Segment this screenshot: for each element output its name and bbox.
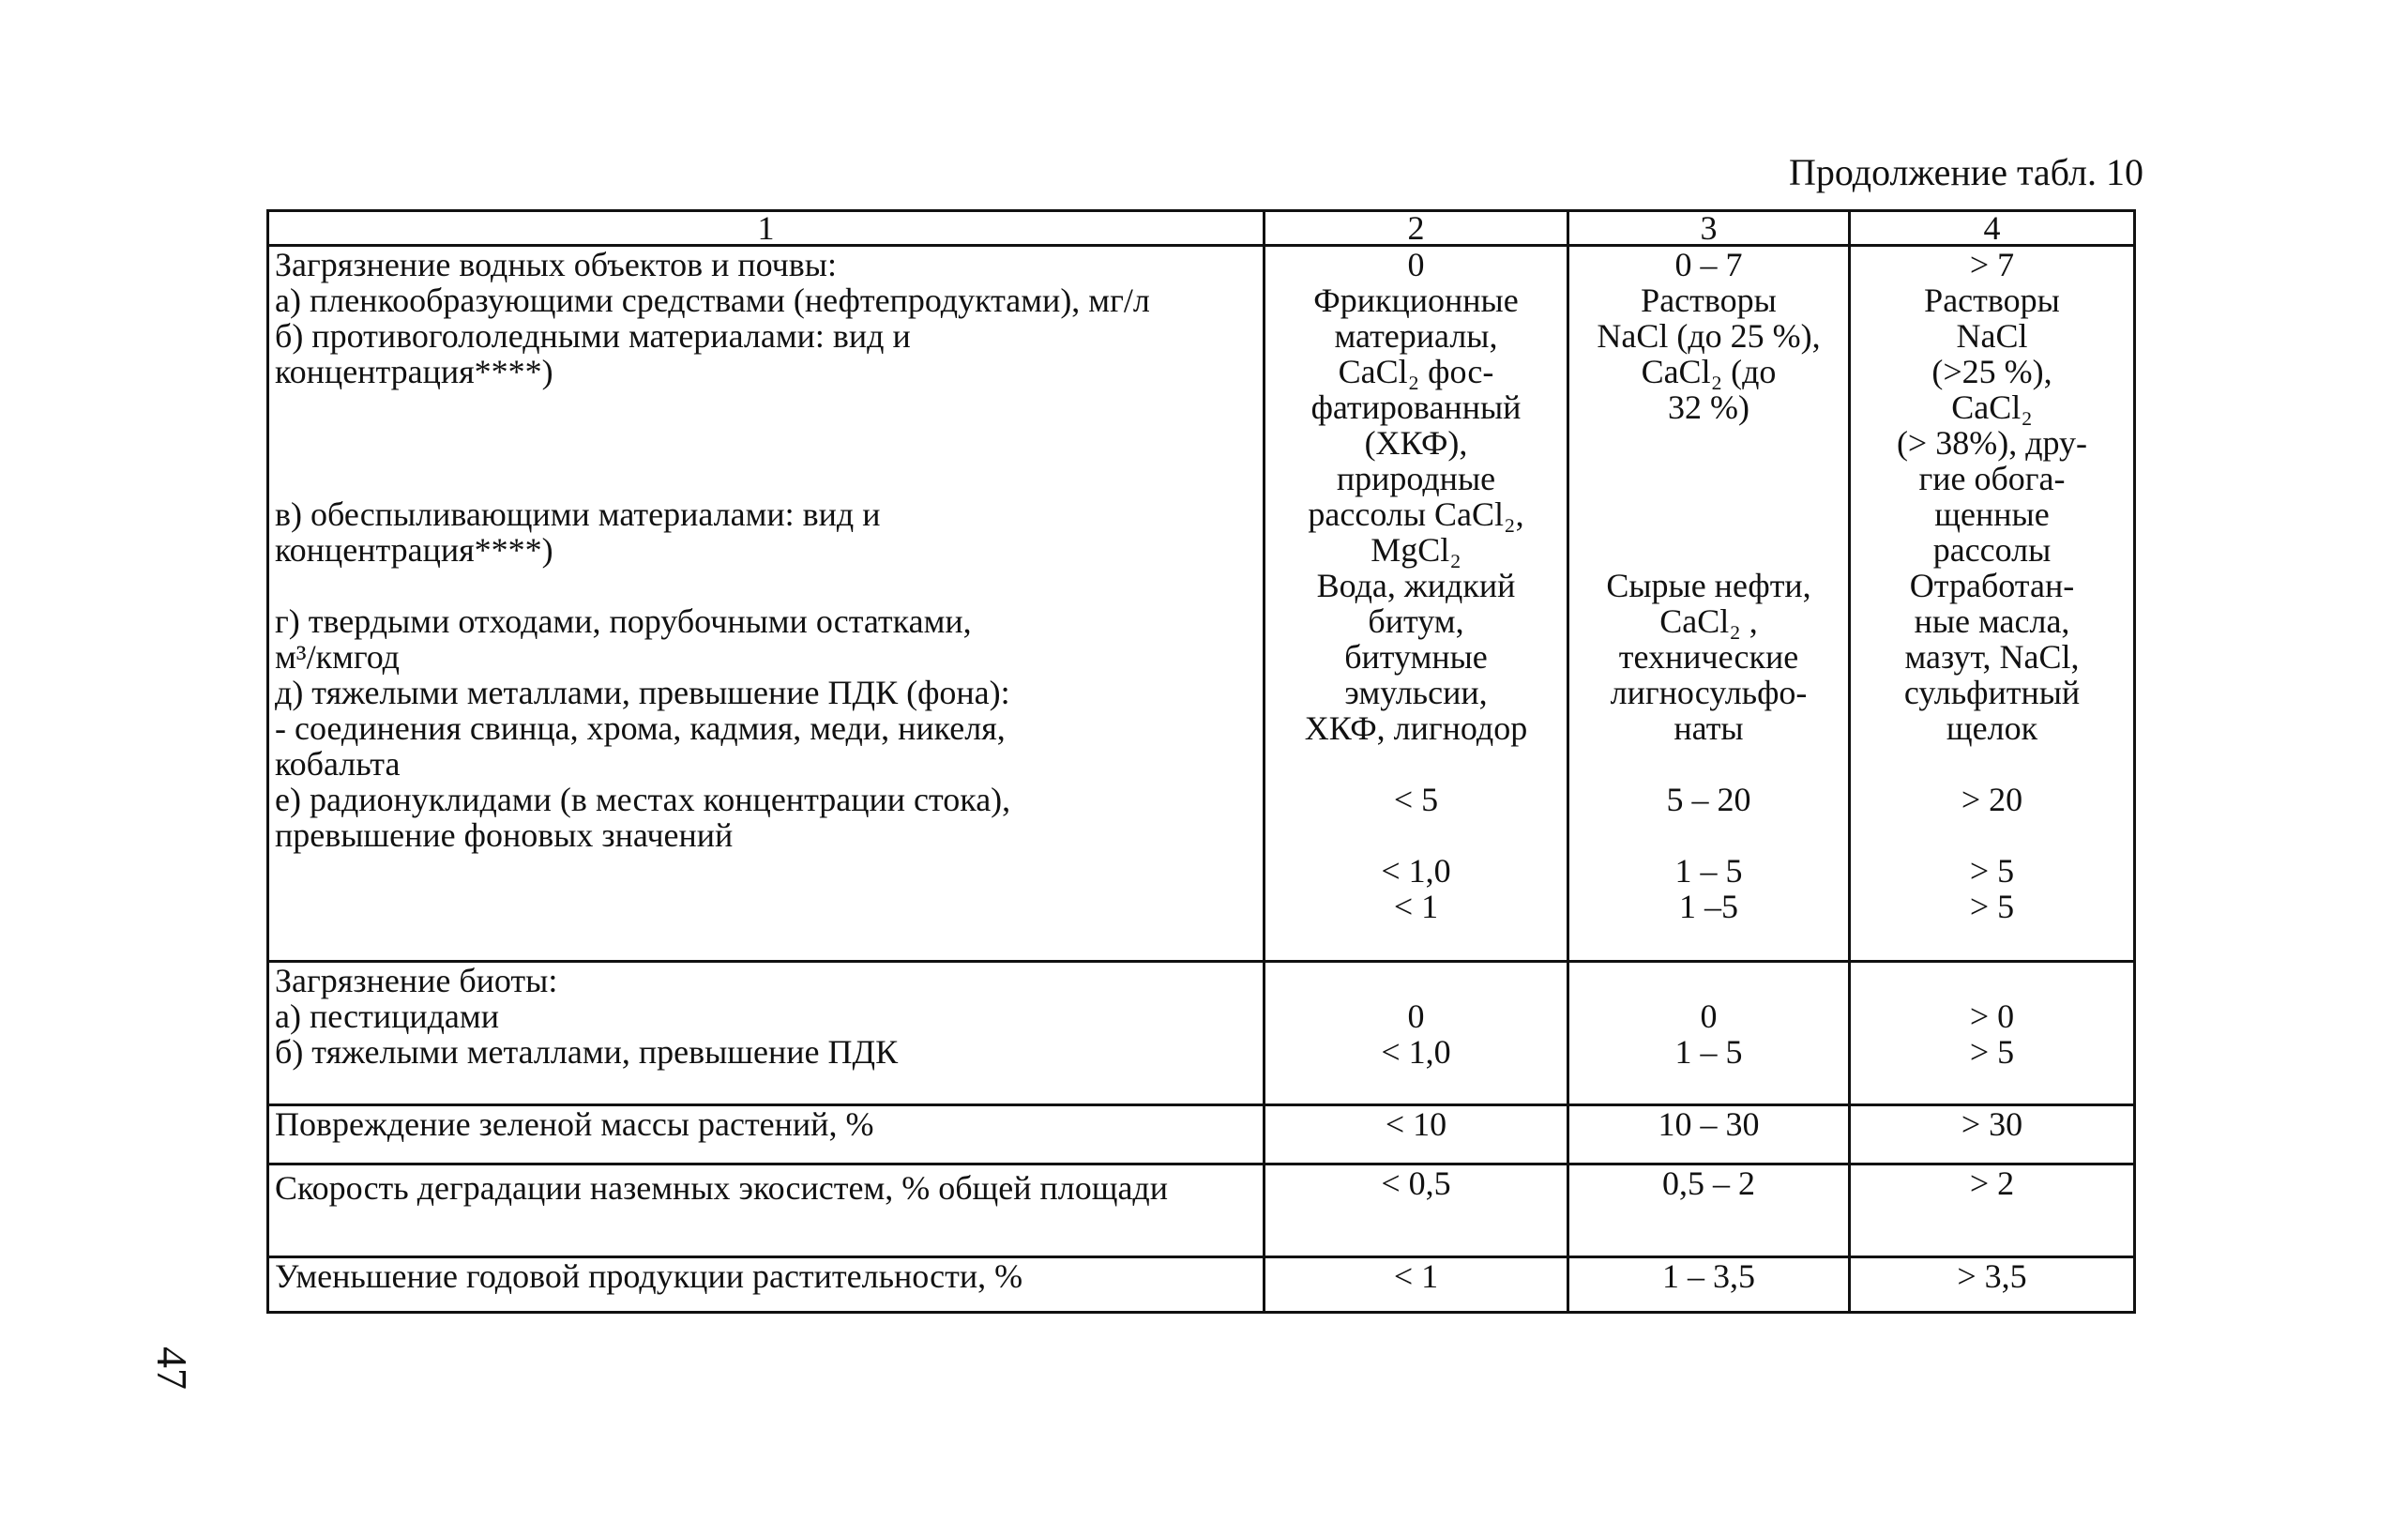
water-c3-line [1575, 817, 1842, 853]
water-soil-col4 [1850, 246, 2135, 962]
degradation-description: Скорость деградации наземных экосистем, % общей площади [268, 1164, 1265, 1257]
water-item-a: а) пленкообразующими средствами (нефтепродуктами), мг/л [275, 282, 1150, 319]
water-item-e-line2: превышение фоновых значений [275, 816, 734, 854]
water-c2-line: природные [1336, 460, 1496, 497]
water-c4-line: (> 38%), дру- [1896, 424, 2088, 462]
water-c2-line: Вода, жидкий [1316, 567, 1516, 604]
water-soil-description [268, 246, 1265, 962]
degradation-col2: < 0,5 [1265, 1164, 1568, 1257]
water-c2-line: 0 [1407, 246, 1425, 283]
water-c2-line: < 1,0 [1381, 852, 1451, 890]
green-mass-col2: < 10 [1265, 1105, 1568, 1164]
water-item-b-line2: концентрация****) [275, 353, 553, 390]
table-row-biota [268, 962, 2135, 1105]
biota-col4 [1850, 962, 2135, 1105]
page-number: 47 [148, 1347, 196, 1390]
water-soil-col2 [1265, 246, 1568, 962]
water-c4-line: Отработан- [1909, 567, 2075, 604]
water-c2-line: MgCl₂ [1371, 531, 1461, 569]
water-c4-line: > 7 [1969, 246, 2015, 283]
water-c3-line [1575, 496, 1842, 532]
water-soil-col3 [1568, 246, 1850, 962]
table-row-green-mass [268, 1105, 2135, 1164]
water-c3-line [1575, 746, 1842, 782]
water-c4-line: CaCl₂ [1951, 388, 2033, 426]
biota-c4-line: > 5 [1969, 1033, 2015, 1071]
table-caption: Продолжение табл. 10 [1789, 151, 2143, 193]
green-mass-col4: > 30 [1850, 1105, 2135, 1164]
biota-description [268, 962, 1265, 1105]
water-c2-line: < 5 [1393, 781, 1439, 818]
water-c2-line: эмульсии, [1344, 674, 1488, 711]
water-c4-line: ные масла, [1914, 602, 2070, 640]
biota-c4-line: > 0 [1969, 997, 2015, 1035]
water-c3-line: 5 – 20 [1666, 781, 1751, 818]
biota-col2 [1265, 962, 1568, 1105]
biota-item-a: а) пестицидами [275, 997, 499, 1035]
table-row-water-soil [268, 246, 2135, 962]
biota-c2-line: < 1,0 [1381, 1033, 1451, 1071]
water-c2-line: Фрикционные [1313, 282, 1519, 319]
degradation-col4: > 2 [1850, 1164, 2135, 1257]
header-row [268, 211, 2135, 246]
degradation-col3: 0,5 – 2 [1568, 1164, 1850, 1257]
water-c2-line: (ХКФ), [1364, 424, 1468, 462]
water-c3-line: наты [1673, 709, 1744, 747]
water-c4-line: > 5 [1969, 888, 2015, 925]
column-header-1: 1 [268, 211, 1265, 246]
water-item-d-line1: д) тяжелыми металлами, превышение ПДК (фона): [275, 674, 1010, 711]
water-item-v-line2: концентрация****) [275, 531, 553, 569]
water-c3-line: лигносульфо- [1610, 674, 1808, 711]
biota-c3-line: 1 – 5 [1674, 1033, 1743, 1071]
water-c4-line: гие обога- [1918, 460, 2066, 497]
water-c2-line [1271, 817, 1561, 853]
water-c4-line [1856, 817, 2128, 853]
water-c3-line: 1 – 5 [1674, 852, 1743, 890]
water-c2-line: ХКФ, лигнодор [1304, 709, 1528, 747]
production-description: Уменьшение годовой продукции растительности, % [268, 1257, 1265, 1313]
water-c4-line: Растворы [1924, 282, 2060, 319]
water-c3-line: CaCl₂ , [1659, 602, 1758, 640]
water-c2-line [1271, 746, 1561, 782]
water-c3-line: технические [1618, 638, 1799, 676]
water-c2-line: < 1 [1393, 888, 1439, 925]
water-c4-line [1856, 746, 2128, 782]
water-c3-line: Растворы [1641, 282, 1777, 319]
water-item-e-line1: е) радионуклидами (в местах концентрации стока), [275, 781, 1011, 818]
water-c2-line: битумные [1344, 638, 1488, 676]
production-col3: 1 – 3,5 [1568, 1257, 1850, 1313]
water-c2-line: CaCl₂ фос- [1338, 353, 1494, 390]
table-row-degradation [268, 1164, 2135, 1257]
water-c3-line: 1 –5 [1679, 888, 1738, 925]
column-header-2: 2 [1265, 211, 1568, 246]
water-item-v-line1: в) обеспыливающими материалами: вид и [275, 495, 881, 533]
water-item-b-line1: б) противогололедными материалами: вид и [275, 317, 911, 355]
water-c3-line [1575, 425, 1842, 461]
column-header-4: 4 [1850, 211, 2135, 246]
table-row-production [268, 1257, 2135, 1313]
biota-c2-line: 0 [1407, 997, 1425, 1035]
water-c3-line: CaCl₂ (до [1641, 353, 1777, 390]
water-c4-line: > 20 [1961, 781, 2023, 818]
water-item-d-line2: - соединения свинца, хрома, кадмия, меди, никеля, [275, 709, 1006, 747]
water-c4-line: рассолы [1932, 531, 2052, 569]
water-c4-line: щелок [1946, 709, 2038, 747]
production-col4: > 3,5 [1850, 1257, 2135, 1313]
biota-title: Загрязнение биоты: [275, 962, 558, 999]
water-c4-line: сульфитный [1903, 674, 2081, 711]
water-c3-line: 32 %) [1668, 388, 1749, 426]
water-c4-line: (>25 %), [1931, 353, 2052, 390]
water-c4-line: NaCl [1956, 317, 2028, 355]
biota-c2-line [1271, 963, 1561, 998]
water-item-g-line2: м³/кмгод [275, 638, 400, 676]
water-c3-line [1575, 532, 1842, 568]
biota-col3 [1568, 962, 1850, 1105]
water-c3-line: Сырые нефти, [1606, 567, 1811, 604]
water-item-d-line3: кобальта [275, 745, 401, 783]
water-c4-line: щенные [1934, 495, 2050, 533]
biota-c3-line: 0 [1700, 997, 1718, 1035]
water-c4-line: мазут, NaCl, [1904, 638, 2080, 676]
water-c3-line: 0 – 7 [1674, 246, 1743, 283]
water-c2-line: материалы, [1334, 317, 1498, 355]
water-c3-line: NaCl (до 25 %), [1597, 317, 1821, 355]
water-c2-line: фатированный [1310, 388, 1522, 426]
water-item-g-line1: г) твердыми отходами, порубочными остатками, [275, 602, 972, 640]
water-title: Загрязнение водных объектов и почвы: [275, 246, 837, 283]
production-col2: < 1 [1265, 1257, 1568, 1313]
green-mass-description: Повреждение зеленой массы растений, % [268, 1105, 1265, 1164]
water-c2-line: рассолы CaCl₂, [1308, 495, 1524, 533]
criteria-table [266, 209, 2136, 1314]
water-c4-line: > 5 [1969, 852, 2015, 890]
biota-c4-line [1856, 963, 2128, 998]
water-c3-line [1575, 461, 1842, 496]
biota-c3-line [1575, 963, 1842, 998]
biota-item-b: б) тяжелыми металлами, превышение ПДК [275, 1033, 899, 1071]
green-mass-col3: 10 – 30 [1568, 1105, 1850, 1164]
column-header-3: 3 [1568, 211, 1850, 246]
water-c2-line: битум, [1368, 602, 1464, 640]
